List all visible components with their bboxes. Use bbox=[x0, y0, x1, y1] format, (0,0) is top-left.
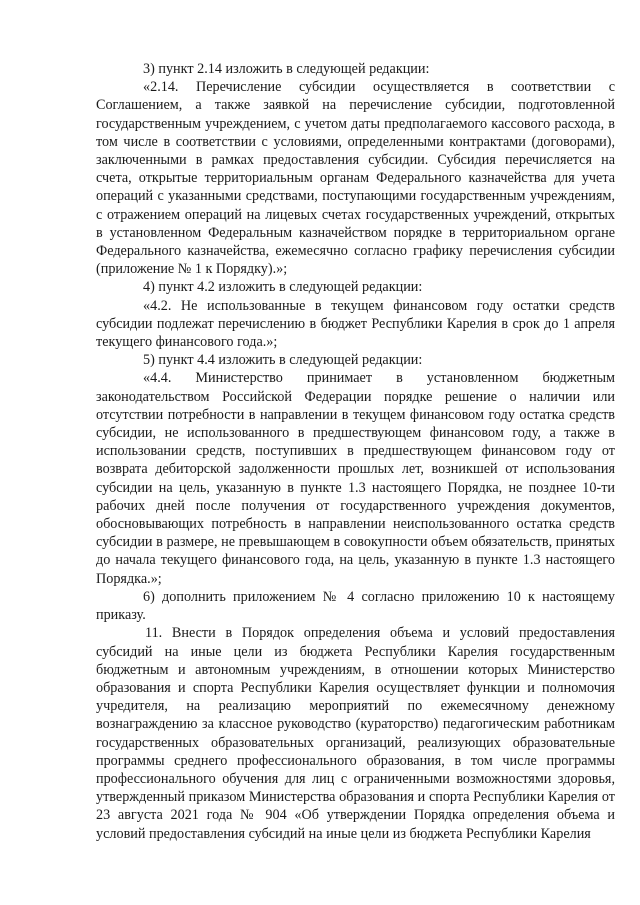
paragraph-item-6: 6) дополнить приложением № 4 согласно приложению 10 к настоящему приказу. bbox=[96, 588, 615, 624]
paragraph-point-11: 11. Внести в Порядок определения объема и условий предоставления субсидий на иные цели из бюджета Республики Карелия государственным бюджетным и автономным учреждениям, в отношении которых Министерство образования и спорта Республики Карелия осуществляет функции и полномочия учредителя, на реализацию мероприятий по ежемесячному денежному вознаграждению за классное руководство (кураторство) педагогическим работникам государственных образовательных организаций, реализующих образовательные программы среднего профессионального образования, в том числе программы профессионального обучения для лиц с ограниченными возможностями здоровья, утвержденный приказом Министерства образования и спорта Республики Карелия от 23 августа 2021 года № 904 «Об утверждении Порядка определения объема и условий предоставления субсидий на иные цели из бюджета Республики Карелия bbox=[96, 625, 615, 842]
paragraph-clause-4-4: «4.4. Министерство принимает в установленном бюджетным законодательством Российской Федерации порядке решение о наличии или отсутствии потребности в направлении в текущем финансовом году остатка средств субсидии, не использованного в предшествующем финансовом году, а также в использовании средств, поступивших в предшествующем финансовом году от возврата дебиторской задолженности прошлых лет, возникшей от использования субсидии на цель, указанную в пункте 1.3 настоящего Порядка, не позднее 10-ти рабочих дней после получения от государственного учреждения документов, обосновывающих потребность в направлении неиспользованного остатка средств субсидии в размере, не превышающем в совокупности объем обязательств, принятых до начала текущего финансового года, на цель, указанную в пункте 1.3 настоящего Порядка.»; bbox=[96, 370, 615, 587]
paragraph-clause-4-2: «4.2. Не использованные в текущем финансовом году остатки средств субсидии подлежат перечислению в бюджет Республики Карелия в срок до 1 апреля текущего финансового года.»; bbox=[96, 297, 615, 351]
paragraph-item-3-heading: 3) пункт 2.14 изложить в следующей редакции: bbox=[143, 61, 430, 77]
document-page bbox=[96, 60, 615, 843]
paragraph-item-4-heading: 4) пункт 4.2 изложить в следующей редакции: bbox=[143, 279, 423, 296]
paragraph-clause-2-14: «2.14. Перечисление субсидии осуществляется в соответствии с Соглашением, а также заявкой на перечисление субсидии, подготовленной государственным учреждением, с учетом даты предполагаемого кассового расхода, в том числе в соответствии с условиями, определенными контрактами (договорами), заключенными в рамках предоставления субсидии. Субсидия перечисляется на счета, открытые территориальным органам Федерального казначейства для учета операций с указанными средствами, поступающими государственным учреждениям, с отражением операций на лицевых счетах государственных учреждений, открытых в установленном Федеральным казначейством порядке в территориальном органе Федерального казначейства, ежемесячно согласно графику перечисления субсидии (приложение № 1 к Порядку).»; bbox=[96, 79, 615, 278]
paragraph-item-5-heading: 5) пункт 4.4 изложить в следующей редакции: bbox=[143, 352, 423, 369]
